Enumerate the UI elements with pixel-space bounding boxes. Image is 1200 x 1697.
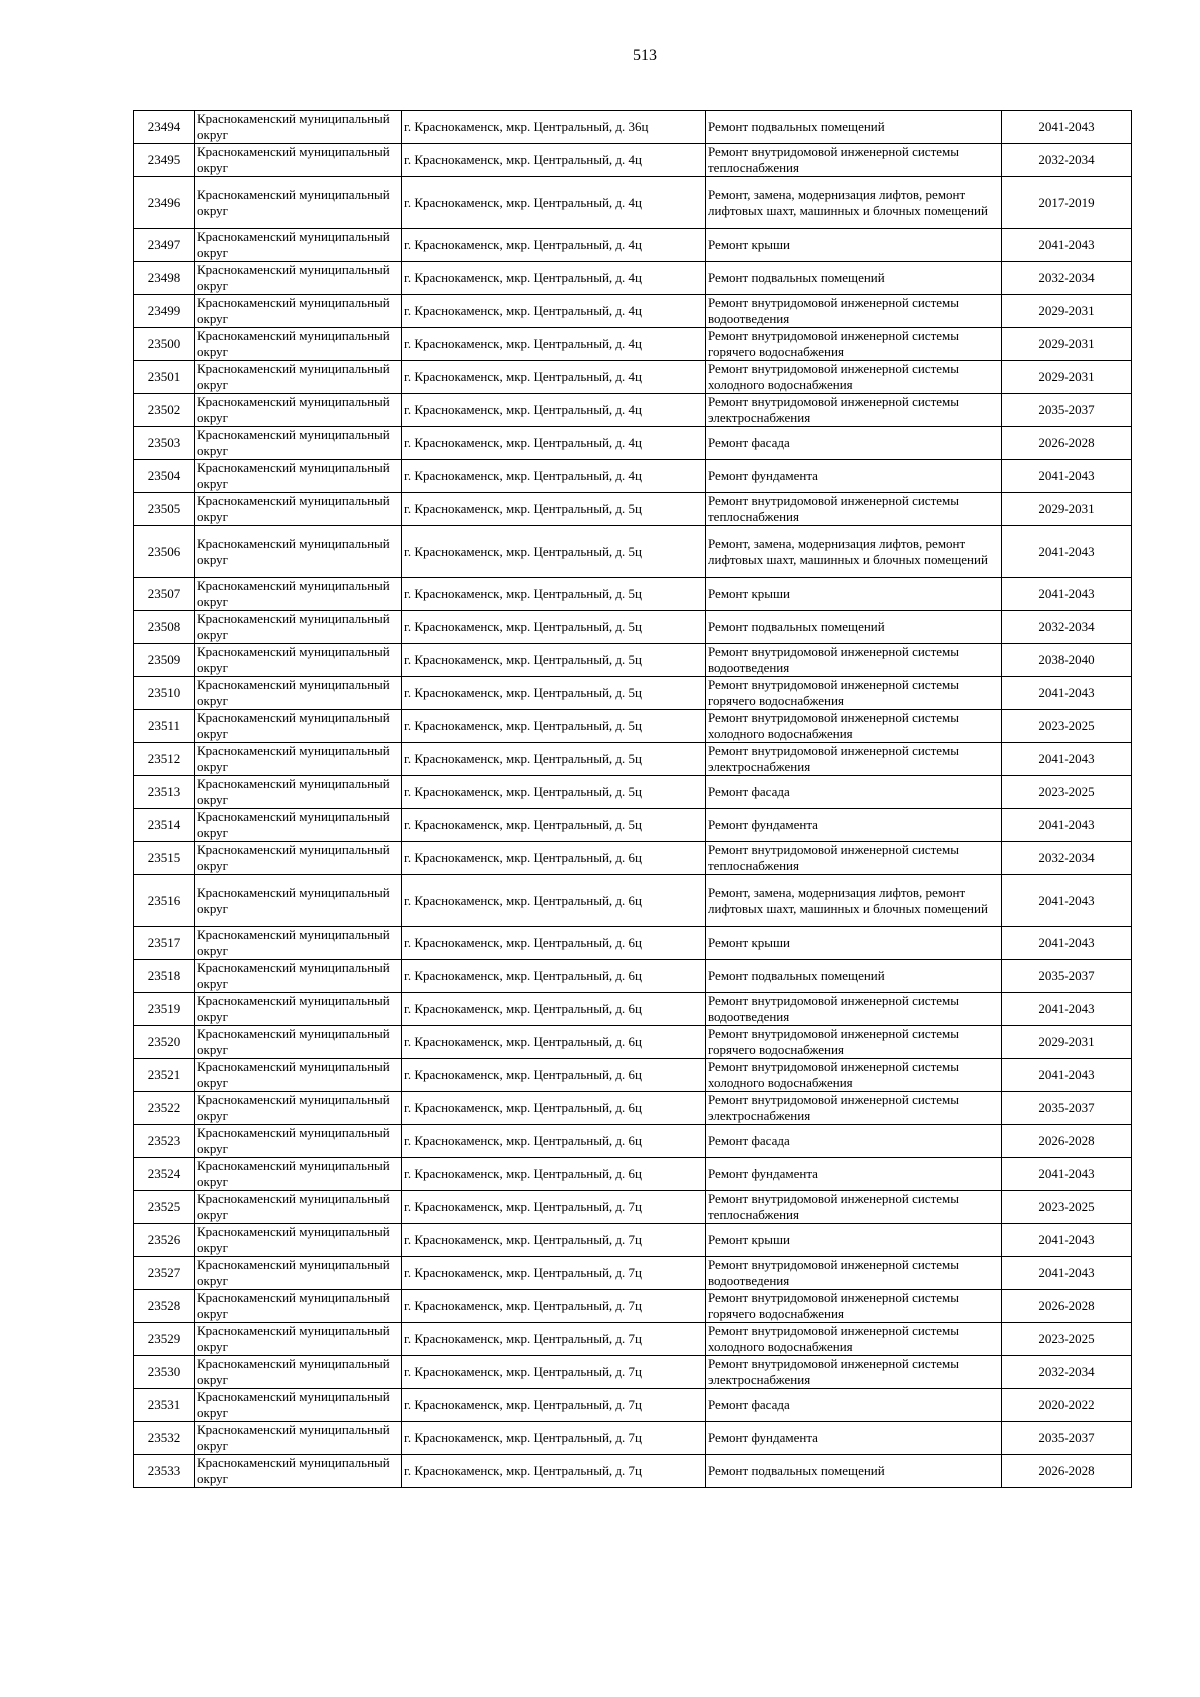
- municipality-cell: Краснокаменский муниципальный округ: [195, 1422, 402, 1455]
- work-type-cell: Ремонт, замена, модернизация лифтов, ремонт лифтовых шахт, машинных и блочных помещений: [706, 526, 1002, 578]
- row-id-cell: 23503: [134, 427, 195, 460]
- row-id-cell: 23533: [134, 1455, 195, 1488]
- municipality-cell: Краснокаменский муниципальный округ: [195, 262, 402, 295]
- municipality-cell: Краснокаменский муниципальный округ: [195, 526, 402, 578]
- municipality-cell: Краснокаменский муниципальный округ: [195, 1323, 402, 1356]
- municipality-cell: Краснокаменский муниципальный округ: [195, 1455, 402, 1488]
- period-cell: 2041-2043: [1002, 229, 1132, 262]
- work-type-cell: Ремонт внутридомовой инженерной системы теплоснабжения: [706, 493, 1002, 526]
- table-row: [134, 1389, 1132, 1422]
- municipality-cell: Краснокаменский муниципальный округ: [195, 177, 402, 229]
- address-cell: г. Краснокаменск, мкр. Центральный, д. 6ц: [402, 927, 706, 960]
- row-id-cell: 23510: [134, 677, 195, 710]
- work-type-cell: Ремонт внутридомовой инженерной системы холодного водоснабжения: [706, 1323, 1002, 1356]
- row-id-cell: 23502: [134, 394, 195, 427]
- period-cell: 2035-2037: [1002, 1092, 1132, 1125]
- address-cell: г. Краснокаменск, мкр. Центральный, д. 6ц: [402, 960, 706, 993]
- address-cell: г. Краснокаменск, мкр. Центральный, д. 6ц: [402, 842, 706, 875]
- period-cell: 2041-2043: [1002, 578, 1132, 611]
- work-type-cell: Ремонт подвальных помещений: [706, 262, 1002, 295]
- municipality-cell: Краснокаменский муниципальный округ: [195, 743, 402, 776]
- work-type-cell: Ремонт внутридомовой инженерной системы теплоснабжения: [706, 144, 1002, 177]
- row-id-cell: 23504: [134, 460, 195, 493]
- row-id-cell: 23532: [134, 1422, 195, 1455]
- period-cell: 2029-2031: [1002, 295, 1132, 328]
- municipality-cell: Краснокаменский муниципальный округ: [195, 1092, 402, 1125]
- row-id-cell: 23528: [134, 1290, 195, 1323]
- address-cell: г. Краснокаменск, мкр. Центральный, д. 4ц: [402, 229, 706, 262]
- row-id-cell: 23498: [134, 262, 195, 295]
- period-cell: 2020-2022: [1002, 1389, 1132, 1422]
- period-cell: 2041-2043: [1002, 460, 1132, 493]
- table-row: [134, 1026, 1132, 1059]
- table-row: [134, 611, 1132, 644]
- row-id-cell: 23514: [134, 809, 195, 842]
- table-row: [134, 1191, 1132, 1224]
- work-type-cell: Ремонт подвальных помещений: [706, 1455, 1002, 1488]
- municipality-cell: Краснокаменский муниципальный округ: [195, 1257, 402, 1290]
- table-row: [134, 710, 1132, 743]
- period-cell: 2041-2043: [1002, 993, 1132, 1026]
- table-row: [134, 177, 1132, 229]
- period-cell: 2035-2037: [1002, 1422, 1132, 1455]
- municipality-cell: Краснокаменский муниципальный округ: [195, 1191, 402, 1224]
- address-cell: г. Краснокаменск, мкр. Центральный, д. 5ц: [402, 611, 706, 644]
- table-row: [134, 460, 1132, 493]
- work-type-cell: Ремонт крыши: [706, 1224, 1002, 1257]
- row-id-cell: 23515: [134, 842, 195, 875]
- address-cell: г. Краснокаменск, мкр. Центральный, д. 6ц: [402, 993, 706, 1026]
- municipality-cell: Краснокаменский муниципальный округ: [195, 493, 402, 526]
- address-cell: г. Краснокаменск, мкр. Центральный, д. 5ц: [402, 743, 706, 776]
- municipality-cell: Краснокаменский муниципальный округ: [195, 842, 402, 875]
- row-id-cell: 23512: [134, 743, 195, 776]
- address-cell: г. Краснокаменск, мкр. Центральный, д. 7ц: [402, 1389, 706, 1422]
- table-row: [134, 644, 1132, 677]
- municipality-cell: Краснокаменский муниципальный округ: [195, 295, 402, 328]
- table-row: [134, 1356, 1132, 1389]
- address-cell: г. Краснокаменск, мкр. Центральный, д. 5ц: [402, 644, 706, 677]
- work-type-cell: Ремонт крыши: [706, 229, 1002, 262]
- period-cell: 2026-2028: [1002, 427, 1132, 460]
- work-type-cell: Ремонт внутридомовой инженерной системы теплоснабжения: [706, 842, 1002, 875]
- period-cell: 2029-2031: [1002, 328, 1132, 361]
- work-type-cell: Ремонт внутридомовой инженерной системы холодного водоснабжения: [706, 710, 1002, 743]
- municipality-cell: Краснокаменский муниципальный округ: [195, 776, 402, 809]
- work-type-cell: Ремонт фасада: [706, 1389, 1002, 1422]
- period-cell: 2023-2025: [1002, 1191, 1132, 1224]
- page-number: 513: [633, 47, 657, 64]
- table-row: [134, 1422, 1132, 1455]
- period-cell: 2035-2037: [1002, 394, 1132, 427]
- period-cell: 2032-2034: [1002, 611, 1132, 644]
- row-id-cell: 23521: [134, 1059, 195, 1092]
- table-body: [134, 111, 1132, 1488]
- row-id-cell: 23518: [134, 960, 195, 993]
- row-id-cell: 23496: [134, 177, 195, 229]
- row-id-cell: 23527: [134, 1257, 195, 1290]
- municipality-cell: Краснокаменский муниципальный округ: [195, 1389, 402, 1422]
- period-cell: 2041-2043: [1002, 1224, 1132, 1257]
- table-row: [134, 927, 1132, 960]
- work-type-cell: Ремонт внутридомовой инженерной системы водоотведения: [706, 993, 1002, 1026]
- municipality-cell: Краснокаменский муниципальный округ: [195, 960, 402, 993]
- address-cell: г. Краснокаменск, мкр. Центральный, д. 5ц: [402, 710, 706, 743]
- address-cell: г. Краснокаменск, мкр. Центральный, д. 36ц: [402, 111, 706, 144]
- address-cell: г. Краснокаменск, мкр. Центральный, д. 6ц: [402, 875, 706, 927]
- address-cell: г. Краснокаменск, мкр. Центральный, д. 6ц: [402, 1059, 706, 1092]
- table-row: [134, 1257, 1132, 1290]
- work-type-cell: Ремонт внутридомовой инженерной системы электроснабжения: [706, 1356, 1002, 1389]
- work-type-cell: Ремонт внутридомовой инженерной системы электроснабжения: [706, 743, 1002, 776]
- municipality-cell: Краснокаменский муниципальный округ: [195, 144, 402, 177]
- address-cell: г. Краснокаменск, мкр. Центральный, д. 5ц: [402, 809, 706, 842]
- row-id-cell: 23530: [134, 1356, 195, 1389]
- work-type-cell: Ремонт крыши: [706, 578, 1002, 611]
- municipality-cell: Краснокаменский муниципальный округ: [195, 1059, 402, 1092]
- row-id-cell: 23526: [134, 1224, 195, 1257]
- municipality-cell: Краснокаменский муниципальный округ: [195, 361, 402, 394]
- municipality-cell: Краснокаменский муниципальный округ: [195, 927, 402, 960]
- period-cell: 2029-2031: [1002, 493, 1132, 526]
- municipality-cell: Краснокаменский муниципальный округ: [195, 328, 402, 361]
- table-row: [134, 1092, 1132, 1125]
- row-id-cell: 23525: [134, 1191, 195, 1224]
- table-row: [134, 993, 1132, 1026]
- address-cell: г. Краснокаменск, мкр. Центральный, д. 5ц: [402, 578, 706, 611]
- address-cell: г. Краснокаменск, мкр. Центральный, д. 4ц: [402, 460, 706, 493]
- address-cell: г. Краснокаменск, мкр. Центральный, д. 6ц: [402, 1158, 706, 1191]
- row-id-cell: 23524: [134, 1158, 195, 1191]
- table-row: [134, 1323, 1132, 1356]
- table-row: [134, 427, 1132, 460]
- period-cell: 2041-2043: [1002, 1257, 1132, 1290]
- address-cell: г. Краснокаменск, мкр. Центральный, д. 4ц: [402, 177, 706, 229]
- row-id-cell: 23531: [134, 1389, 195, 1422]
- municipality-cell: Краснокаменский муниципальный округ: [195, 1290, 402, 1323]
- row-id-cell: 23513: [134, 776, 195, 809]
- row-id-cell: 23516: [134, 875, 195, 927]
- work-type-cell: Ремонт фундамента: [706, 1422, 1002, 1455]
- work-type-cell: Ремонт внутридомовой инженерной системы электроснабжения: [706, 1092, 1002, 1125]
- work-type-cell: Ремонт фундамента: [706, 809, 1002, 842]
- work-type-cell: Ремонт внутридомовой инженерной системы электроснабжения: [706, 394, 1002, 427]
- period-cell: 2032-2034: [1002, 262, 1132, 295]
- row-id-cell: 23529: [134, 1323, 195, 1356]
- municipality-cell: Краснокаменский муниципальный округ: [195, 809, 402, 842]
- municipality-cell: Краснокаменский муниципальный округ: [195, 1356, 402, 1389]
- table-row: [134, 262, 1132, 295]
- work-type-cell: Ремонт, замена, модернизация лифтов, ремонт лифтовых шахт, машинных и блочных помещений: [706, 177, 1002, 229]
- work-type-cell: Ремонт внутридомовой инженерной системы водоотведения: [706, 1257, 1002, 1290]
- row-id-cell: 23495: [134, 144, 195, 177]
- work-type-cell: Ремонт фасада: [706, 776, 1002, 809]
- address-cell: г. Краснокаменск, мкр. Центральный, д. 4ц: [402, 295, 706, 328]
- work-type-cell: Ремонт внутридомовой инженерной системы холодного водоснабжения: [706, 361, 1002, 394]
- row-id-cell: 23520: [134, 1026, 195, 1059]
- work-type-cell: Ремонт подвальных помещений: [706, 111, 1002, 144]
- row-id-cell: 23522: [134, 1092, 195, 1125]
- address-cell: г. Краснокаменск, мкр. Центральный, д. 4ц: [402, 262, 706, 295]
- table-row: [134, 743, 1132, 776]
- address-cell: г. Краснокаменск, мкр. Центральный, д. 4ц: [402, 394, 706, 427]
- address-cell: г. Краснокаменск, мкр. Центральный, д. 7ц: [402, 1422, 706, 1455]
- work-type-cell: Ремонт фасада: [706, 427, 1002, 460]
- table-row: [134, 578, 1132, 611]
- work-type-cell: Ремонт фасада: [706, 1125, 1002, 1158]
- municipality-cell: Краснокаменский муниципальный округ: [195, 1158, 402, 1191]
- address-cell: г. Краснокаменск, мкр. Центральный, д. 7ц: [402, 1257, 706, 1290]
- municipality-cell: Краснокаменский муниципальный округ: [195, 1026, 402, 1059]
- work-type-cell: Ремонт внутридомовой инженерной системы водоотведения: [706, 644, 1002, 677]
- work-type-cell: Ремонт подвальных помещений: [706, 611, 1002, 644]
- period-cell: 2041-2043: [1002, 111, 1132, 144]
- row-id-cell: 23500: [134, 328, 195, 361]
- municipality-cell: Краснокаменский муниципальный округ: [195, 993, 402, 1026]
- work-type-cell: Ремонт внутридомовой инженерной системы горячего водоснабжения: [706, 1290, 1002, 1323]
- table-row: [134, 361, 1132, 394]
- row-id-cell: 23505: [134, 493, 195, 526]
- period-cell: 2023-2025: [1002, 710, 1132, 743]
- table-row: [134, 1455, 1132, 1488]
- table-row: [134, 111, 1132, 144]
- address-cell: г. Краснокаменск, мкр. Центральный, д. 7ц: [402, 1191, 706, 1224]
- table-row: [134, 229, 1132, 262]
- address-cell: г. Краснокаменск, мкр. Центральный, д. 6ц: [402, 1092, 706, 1125]
- row-id-cell: 23507: [134, 578, 195, 611]
- address-cell: г. Краснокаменск, мкр. Центральный, д. 5ц: [402, 493, 706, 526]
- work-type-cell: Ремонт внутридомовой инженерной системы холодного водоснабжения: [706, 1059, 1002, 1092]
- period-cell: 2041-2043: [1002, 875, 1132, 927]
- period-cell: 2026-2028: [1002, 1455, 1132, 1488]
- period-cell: 2023-2025: [1002, 776, 1132, 809]
- row-id-cell: 23523: [134, 1125, 195, 1158]
- municipality-cell: Краснокаменский муниципальный округ: [195, 611, 402, 644]
- municipality-cell: Краснокаменский муниципальный округ: [195, 427, 402, 460]
- table-row: [134, 677, 1132, 710]
- table-row: [134, 493, 1132, 526]
- work-type-cell: Ремонт крыши: [706, 927, 1002, 960]
- table-row: [134, 842, 1132, 875]
- work-type-cell: Ремонт внутридомовой инженерной системы горячего водоснабжения: [706, 1026, 1002, 1059]
- period-cell: 2041-2043: [1002, 809, 1132, 842]
- address-cell: г. Краснокаменск, мкр. Центральный, д. 6ц: [402, 1026, 706, 1059]
- period-cell: 2041-2043: [1002, 743, 1132, 776]
- period-cell: 2041-2043: [1002, 927, 1132, 960]
- table-row: [134, 526, 1132, 578]
- work-type-cell: Ремонт, замена, модернизация лифтов, ремонт лифтовых шахт, машинных и блочных помещений: [706, 875, 1002, 927]
- row-id-cell: 23499: [134, 295, 195, 328]
- address-cell: г. Краснокаменск, мкр. Центральный, д. 4ц: [402, 427, 706, 460]
- table-row: [134, 1290, 1132, 1323]
- period-cell: 2017-2019: [1002, 177, 1132, 229]
- municipality-cell: Краснокаменский муниципальный округ: [195, 710, 402, 743]
- work-type-cell: Ремонт фундамента: [706, 1158, 1002, 1191]
- table-row: [134, 1158, 1132, 1191]
- row-id-cell: 23508: [134, 611, 195, 644]
- municipality-cell: Краснокаменский муниципальный округ: [195, 394, 402, 427]
- table-row: [134, 1059, 1132, 1092]
- municipality-cell: Краснокаменский муниципальный округ: [195, 1125, 402, 1158]
- table-row: [134, 960, 1132, 993]
- address-cell: г. Краснокаменск, мкр. Центральный, д. 6ц: [402, 1125, 706, 1158]
- table-row: [134, 1224, 1132, 1257]
- row-id-cell: 23497: [134, 229, 195, 262]
- period-cell: 2041-2043: [1002, 526, 1132, 578]
- table-row: [134, 875, 1132, 927]
- municipality-cell: Краснокаменский муниципальный округ: [195, 578, 402, 611]
- row-id-cell: 23511: [134, 710, 195, 743]
- work-type-cell: Ремонт внутридомовой инженерной системы горячего водоснабжения: [706, 677, 1002, 710]
- address-cell: г. Краснокаменск, мкр. Центральный, д. 7ц: [402, 1356, 706, 1389]
- period-cell: 2032-2034: [1002, 1356, 1132, 1389]
- row-id-cell: 23494: [134, 111, 195, 144]
- row-id-cell: 23509: [134, 644, 195, 677]
- period-cell: 2029-2031: [1002, 1026, 1132, 1059]
- address-cell: г. Краснокаменск, мкр. Центральный, д. 7ц: [402, 1455, 706, 1488]
- municipality-cell: Краснокаменский муниципальный округ: [195, 875, 402, 927]
- period-cell: 2032-2034: [1002, 842, 1132, 875]
- address-cell: г. Краснокаменск, мкр. Центральный, д. 4ц: [402, 328, 706, 361]
- work-type-cell: Ремонт фундамента: [706, 460, 1002, 493]
- work-type-cell: Ремонт внутридомовой инженерной системы водоотведения: [706, 295, 1002, 328]
- table-row: [134, 776, 1132, 809]
- municipality-cell: Краснокаменский муниципальный округ: [195, 1224, 402, 1257]
- municipality-cell: Краснокаменский муниципальный округ: [195, 644, 402, 677]
- work-type-cell: Ремонт внутридомовой инженерной системы теплоснабжения: [706, 1191, 1002, 1224]
- address-cell: г. Краснокаменск, мкр. Центральный, д. 5ц: [402, 776, 706, 809]
- repair-schedule-table: [133, 110, 1132, 1488]
- period-cell: 2026-2028: [1002, 1125, 1132, 1158]
- table-row: [134, 328, 1132, 361]
- work-type-cell: Ремонт внутридомовой инженерной системы горячего водоснабжения: [706, 328, 1002, 361]
- period-cell: 2041-2043: [1002, 1158, 1132, 1191]
- table-row: [134, 809, 1132, 842]
- period-cell: 2035-2037: [1002, 960, 1132, 993]
- municipality-cell: Краснокаменский муниципальный округ: [195, 677, 402, 710]
- table-row: [134, 295, 1132, 328]
- period-cell: 2026-2028: [1002, 1290, 1132, 1323]
- period-cell: 2041-2043: [1002, 1059, 1132, 1092]
- municipality-cell: Краснокаменский муниципальный округ: [195, 460, 402, 493]
- municipality-cell: Краснокаменский муниципальный округ: [195, 229, 402, 262]
- address-cell: г. Краснокаменск, мкр. Центральный, д. 7ц: [402, 1323, 706, 1356]
- period-cell: 2032-2034: [1002, 144, 1132, 177]
- work-type-cell: Ремонт подвальных помещений: [706, 960, 1002, 993]
- address-cell: г. Краснокаменск, мкр. Центральный, д. 4ц: [402, 361, 706, 394]
- address-cell: г. Краснокаменск, мкр. Центральный, д. 5ц: [402, 677, 706, 710]
- row-id-cell: 23501: [134, 361, 195, 394]
- period-cell: 2041-2043: [1002, 677, 1132, 710]
- row-id-cell: 23519: [134, 993, 195, 1026]
- period-cell: 2038-2040: [1002, 644, 1132, 677]
- row-id-cell: 23506: [134, 526, 195, 578]
- period-cell: 2029-2031: [1002, 361, 1132, 394]
- address-cell: г. Краснокаменск, мкр. Центральный, д. 7ц: [402, 1224, 706, 1257]
- table-row: [134, 1125, 1132, 1158]
- table-row: [134, 144, 1132, 177]
- municipality-cell: Краснокаменский муниципальный округ: [195, 111, 402, 144]
- address-cell: г. Краснокаменск, мкр. Центральный, д. 7ц: [402, 1290, 706, 1323]
- address-cell: г. Краснокаменск, мкр. Центральный, д. 4ц: [402, 144, 706, 177]
- address-cell: г. Краснокаменск, мкр. Центральный, д. 5ц: [402, 526, 706, 578]
- row-id-cell: 23517: [134, 927, 195, 960]
- period-cell: 2023-2025: [1002, 1323, 1132, 1356]
- table-row: [134, 394, 1132, 427]
